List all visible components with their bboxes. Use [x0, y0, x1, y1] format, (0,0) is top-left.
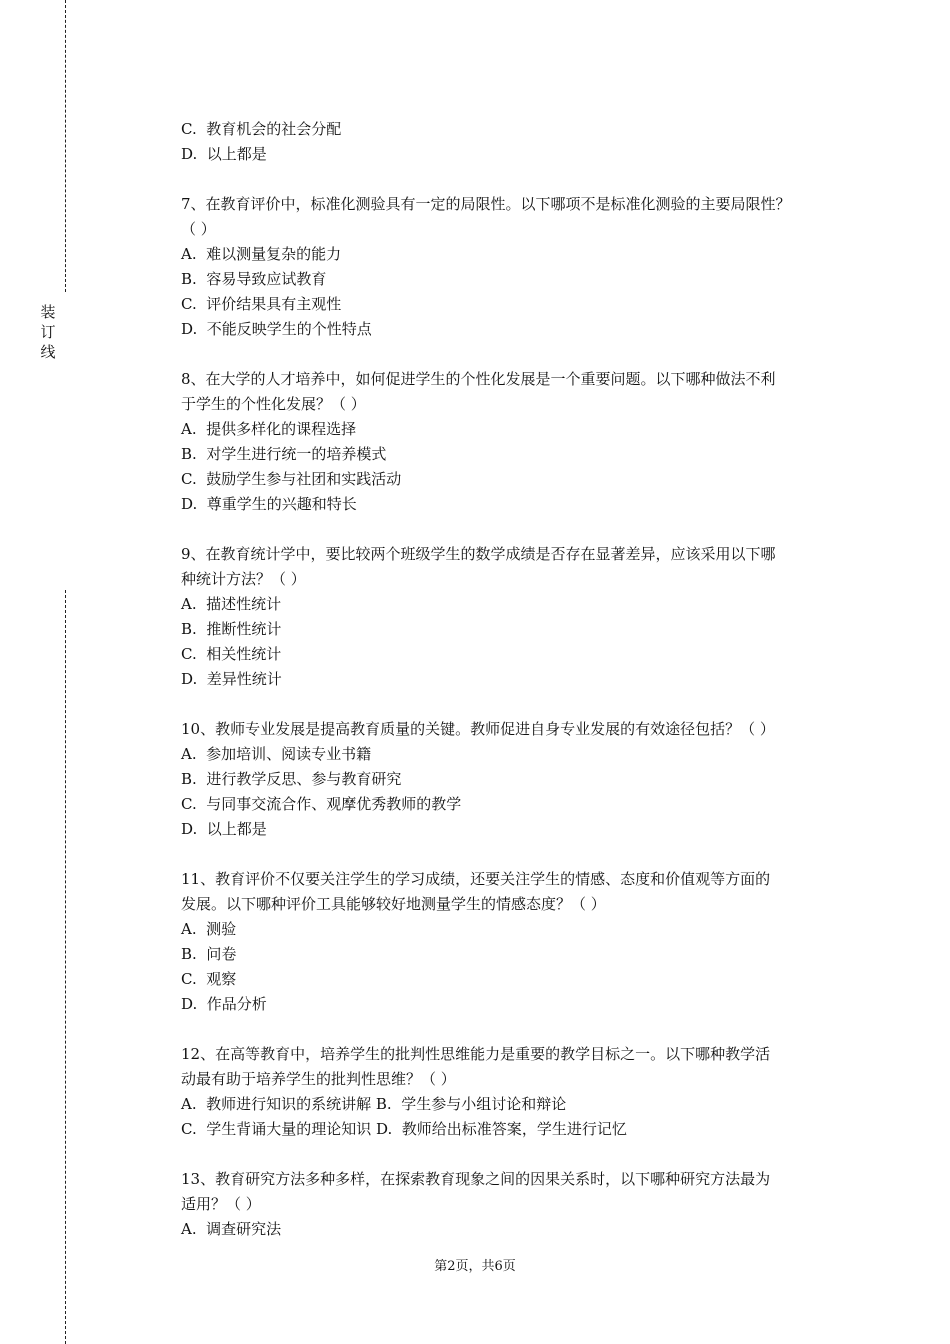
- option: B. 容易导致应试教育: [181, 270, 327, 288]
- question-stem: 13、教育研究方法多种多样，在探索教育现象之间的因果关系时，以下哪种研究方法最为: [181, 1170, 771, 1188]
- binding-label: [38, 302, 58, 362]
- binding-char: 装: [40, 303, 56, 321]
- option: C. 观察: [181, 970, 237, 988]
- option: D. 尊重学生的兴趣和特长: [181, 495, 357, 513]
- binding-char: 线: [40, 343, 56, 361]
- question-stem: 8、在大学的人才培养中，如何促进学生的个性化发展是一个重要问题。以下哪种做法不利: [181, 370, 776, 388]
- option-pair: C. 学生背诵大量的理论知识 D. 教师给出标准答案，学生进行记忆: [181, 1120, 627, 1138]
- question-stem: 12、在高等教育中，培养学生的批判性思维能力是重要的教学目标之一。以下哪种教学活: [181, 1045, 771, 1063]
- option: D. 差异性统计: [181, 670, 282, 688]
- question-stem: （ ）: [181, 220, 216, 238]
- option: C. 与同事交流合作、观摩优秀教师的教学: [181, 795, 462, 813]
- option: A. 调查研究法: [181, 1220, 282, 1238]
- binding-char: 订: [40, 323, 56, 341]
- option: D. 以上都是: [181, 145, 267, 163]
- option: D. 不能反映学生的个性特点: [181, 320, 372, 338]
- option: A. 提供多样化的课程选择: [181, 420, 357, 438]
- option: A. 描述性统计: [181, 595, 282, 613]
- option: B. 推断性统计: [181, 620, 282, 638]
- option: A. 难以测量复杂的能力: [181, 245, 342, 263]
- option: B. 对学生进行统一的培养模式: [181, 445, 387, 463]
- option: C. 评价结果具有主观性: [181, 295, 342, 313]
- binding-dashed-line-top: [65, 0, 66, 292]
- option: B. 问卷: [181, 945, 237, 963]
- question-stem: 11、教育评价不仅要关注学生的学习成绩，还要关注学生的情感、态度和价值观等方面的: [181, 870, 771, 888]
- question-8: [181, 367, 841, 517]
- question-9: [181, 542, 841, 692]
- question-stem: 7、在教育评价中，标准化测验具有一定的局限性。以下哪项不是标准化测验的主要局限性？: [181, 195, 791, 213]
- exam-content: [181, 117, 841, 1242]
- option: A. 测验: [181, 920, 237, 938]
- question-12: [181, 1042, 841, 1142]
- question-stem: 10、教师专业发展是提高教育质量的关键。教师促进自身专业发展的有效途径包括？（ ）: [181, 720, 775, 738]
- option: C. 鼓励学生参与社团和实践活动: [181, 470, 402, 488]
- option: A. 参加培训、阅读专业书籍: [181, 745, 372, 763]
- question-stem: 适用？（ ）: [181, 1195, 261, 1213]
- question-stem: 于学生的个性化发展？（ ）: [181, 395, 366, 413]
- option: C. 教育机会的社会分配: [181, 120, 342, 138]
- option: D. 以上都是: [181, 820, 267, 838]
- question-13: [181, 1167, 841, 1242]
- option: D. 作品分析: [181, 995, 267, 1013]
- option: B. 进行教学反思、参与教育研究: [181, 770, 402, 788]
- page-footer: 第2页，共6页: [434, 1259, 516, 1274]
- question-11: [181, 867, 841, 1017]
- question-7: [181, 192, 841, 342]
- binding-dashed-line-bottom: [65, 590, 66, 1344]
- question-stem: 动最有助于培养学生的批判性思维？（ ）: [181, 1070, 456, 1088]
- question-stem: 9、在教育统计学中，要比较两个班级学生的数学成绩是否存在显著差异，应该采用以下哪: [181, 545, 776, 563]
- continued-options: [181, 117, 841, 167]
- question-stem: 发展。以下哪种评价工具能够较好地测量学生的情感态度？（ ）: [181, 895, 606, 913]
- option-pair: A. 教师进行知识的系统讲解 B. 学生参与小组讨论和辩论: [181, 1095, 567, 1113]
- question-stem: 种统计方法？（ ）: [181, 570, 306, 588]
- question-10: [181, 717, 841, 842]
- option: C. 相关性统计: [181, 645, 282, 663]
